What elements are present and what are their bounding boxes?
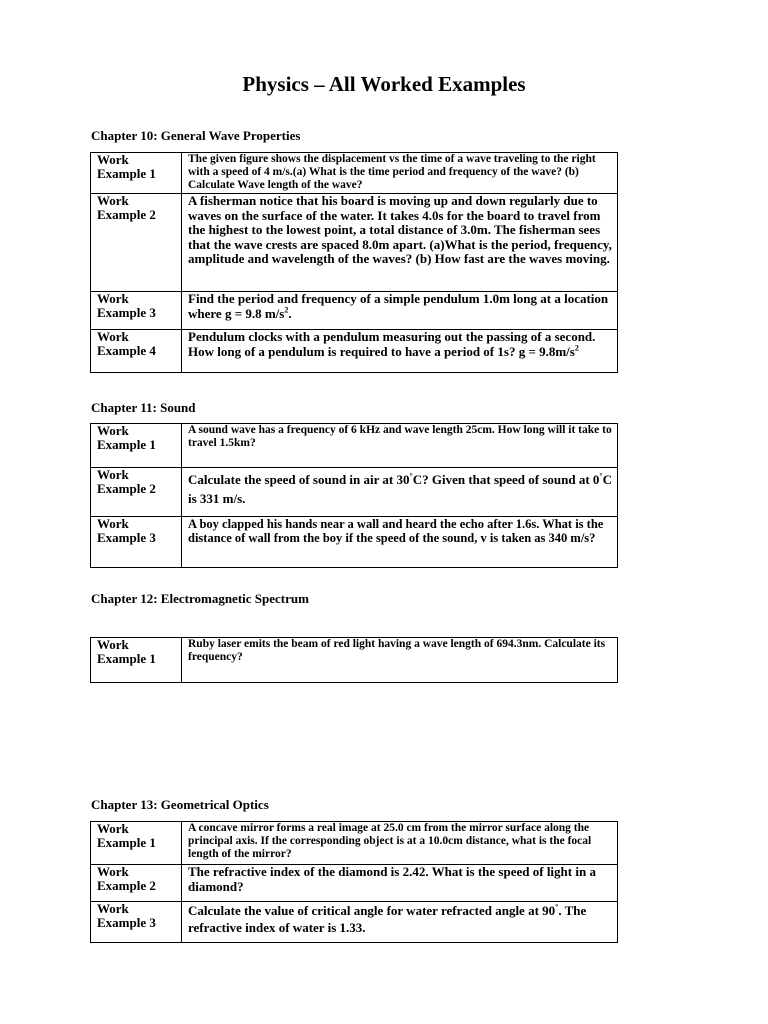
examples-table <box>90 152 618 373</box>
example-label: Work Example 3 <box>91 902 182 943</box>
table-row <box>91 330 618 373</box>
example-question: A concave mirror forms a real image at 25.0 cm from the mirror surface along the principal axis. If the corresponding object is at a 10.0cm distance, what is the focal length of the mirror? <box>182 822 618 865</box>
example-question: The refractive index of the diamond is 2.42. What is the speed of light in a diamond? <box>182 865 618 902</box>
chapter-heading: Chapter 13: Geometrical Optics <box>91 797 269 812</box>
example-label: Work Example 2 <box>91 865 182 902</box>
example-question: A boy clapped his hands near a wall and heard the echo after 1.6s. What is the distance of wall from the boy if the speed of the sound, v is taken as 340 m/s? <box>182 517 618 568</box>
table-row <box>91 153 618 194</box>
examples-table <box>90 637 618 683</box>
example-label: Work Example 1 <box>91 638 182 683</box>
example-question: Calculate the speed of sound in air at 30°C? Given that speed of sound at 0°C is 331 m/s. <box>182 468 618 517</box>
table-row <box>91 292 618 330</box>
example-label: Work Example 4 <box>91 330 182 373</box>
examples-table <box>90 821 618 943</box>
page-title: Physics – All Worked Examples <box>242 72 526 96</box>
example-label: Work Example 1 <box>91 153 182 194</box>
example-label: Work Example 3 <box>91 517 182 568</box>
table-row <box>91 822 618 865</box>
example-label: Work Example 1 <box>91 822 182 865</box>
example-label: Work Example 1 <box>91 424 182 468</box>
example-label: Work Example 2 <box>91 194 182 292</box>
table-row <box>91 902 618 943</box>
chapter-heading: Chapter 11: Sound <box>91 400 196 415</box>
table-row <box>91 468 618 517</box>
table-row <box>91 194 618 292</box>
table-row <box>91 424 618 468</box>
example-question: Pendulum clocks with a pendulum measuring out the passing of a second. How long of a pendulum is required to have a period of 1s? $g = 9.8m/s^2$ <box>182 330 618 373</box>
example-question: A fisherman notice that his board is moving up and down regularly due to waves on the surface of the water. It takes 4.0s for the board to travel from the highest to the lowest point, a total distance of 3.0m. The fisherman sees that the wave crests are spaced 8.0m apart. (a)What is the period, frequency, amplitude and wavelength of the waves? (b) How fast are the waves moving. <box>182 194 618 292</box>
chapter-heading: Chapter 12: Electromagnetic Spectrum <box>91 591 309 606</box>
example-question: A sound wave has a frequency of 6 kHz and wave length 25cm. How long will it take to travel 1.5km? <box>182 424 618 468</box>
table-row <box>91 517 618 568</box>
chapter-heading: Chapter 10: General Wave Properties <box>91 128 301 143</box>
example-question: Calculate the value of critical angle for water refracted angle at 90°. The refractive index of water is 1.33. <box>182 902 618 943</box>
example-label: Work Example 2 <box>91 468 182 517</box>
table-row <box>91 865 618 902</box>
table-row <box>91 638 618 683</box>
example-question: The given figure shows the displacement vs the time of a wave traveling to the right with a speed of 4 m/s.(a) What is the time period and frequency of the wave? (b) Calculate Wave length of the wave? <box>182 153 618 194</box>
example-label: Work Example 3 <box>91 292 182 330</box>
examples-table <box>90 423 618 568</box>
example-question: Find the period and frequency of a simple pendulum 1.0m long at a location where g = 9.8 $m/s^2$. <box>182 292 618 330</box>
example-question: Ruby laser emits the beam of red light having a wave length of 694.3nm. Calculate its frequency? <box>182 638 618 683</box>
